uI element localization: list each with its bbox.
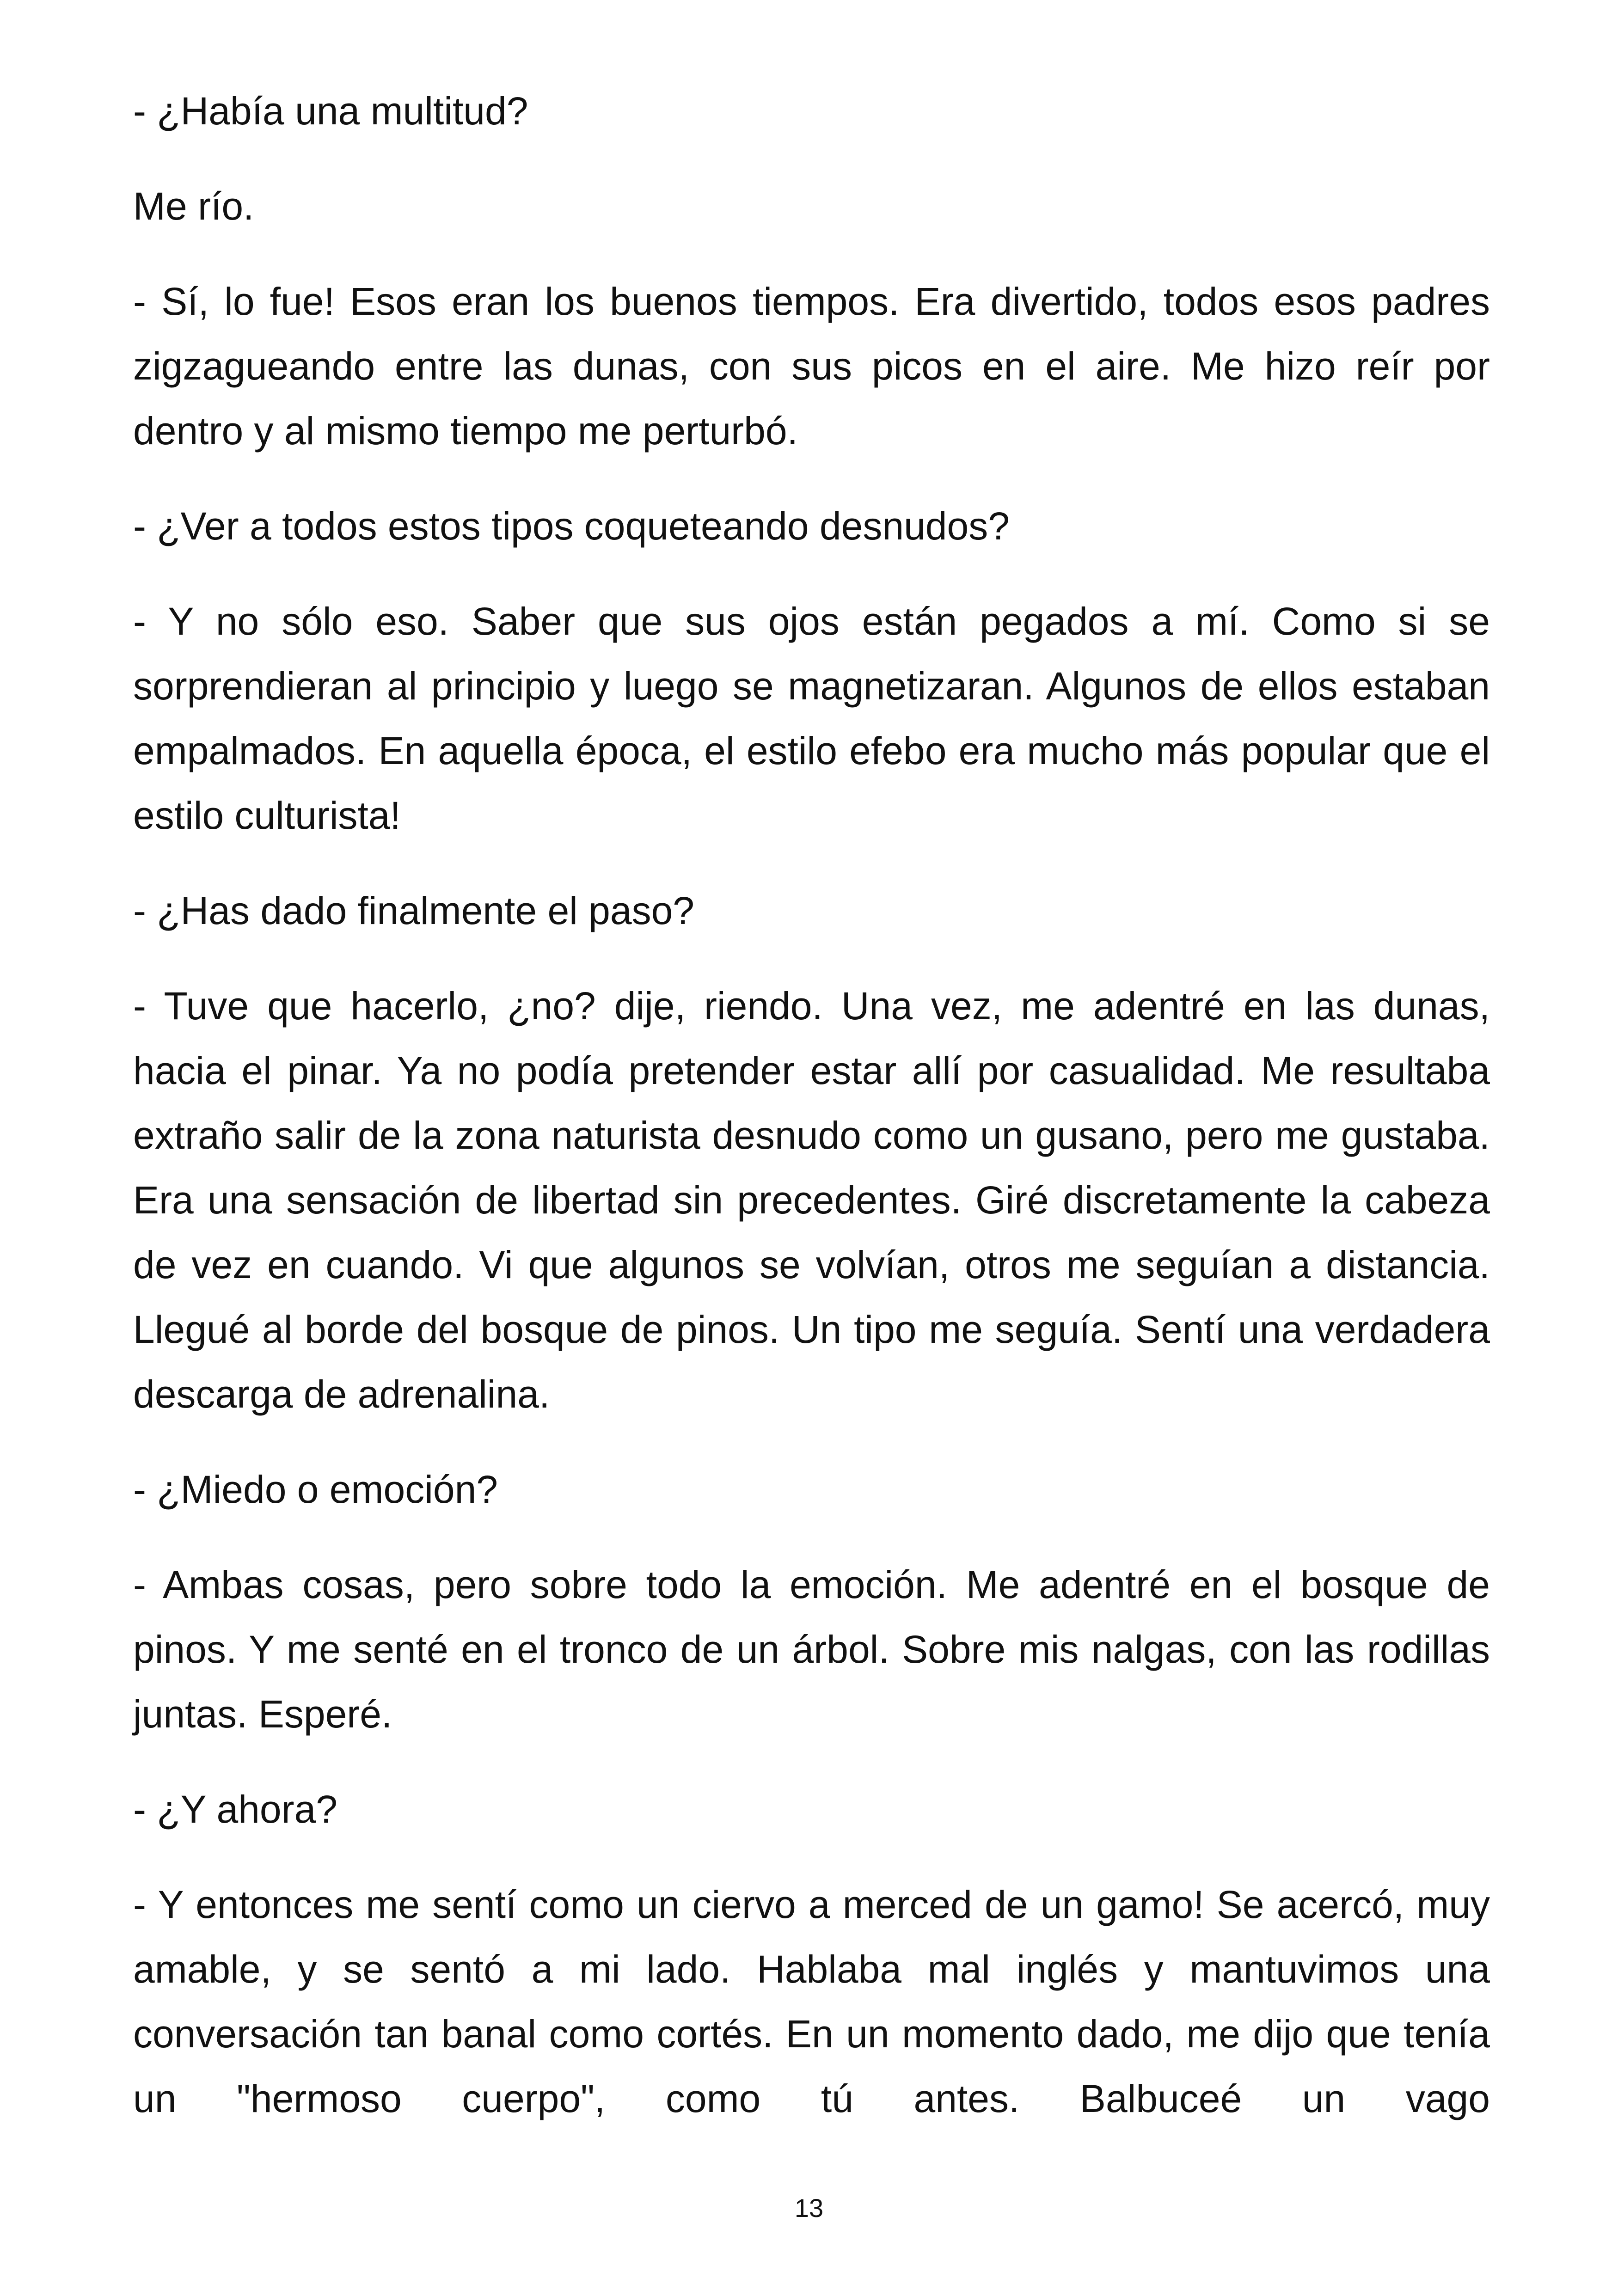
paragraph: - ¿Miedo o emoción? — [133, 1468, 498, 1511]
paragraph: - ¿Y ahora? — [133, 1788, 338, 1831]
paragraph: Me río. — [133, 184, 254, 228]
paragraph: - ¿Has dado finalmente el paso? — [133, 889, 695, 932]
paragraph: - ¿Ver a todos estos tipos coqueteando desnudos? — [133, 504, 1010, 548]
paragraph: - ¿Había una multitud? — [133, 89, 528, 133]
paragraph: - Sí, lo fue! Esos eran los buenos tiempos. Era divertido, todos esos padres zigzagueando entre las dunas, con sus picos en el aire. Me hizo reír por dentro y al mismo tiempo me perturbó. — [133, 280, 1490, 453]
body-text — [133, 79, 1490, 2161]
paragraph: - Tuve que hacerlo, ¿no? dije, riendo. Una vez, me adentré en las dunas, hacia el pinar. Ya no podía pretender estar allí por casualidad. Me resultaba extraño salir de la zona naturista desnudo como un gusano, pero me gustaba. Era una sensación de libertad sin precedentes. Giré discretamente la cabeza de vez en cuando. Vi que algunos se volvían, otros me seguían a distancia. Llegué al borde del bosque de pinos. Un tipo me seguía. Sentí una verdadera descarga de adrenalina. — [133, 984, 1490, 1416]
page-number: 13 — [794, 2193, 824, 2223]
paragraph: - Ambas cosas, pero sobre todo la emoción. Me adentré en el bosque de pinos. Y me senté en el tronco de un árbol. Sobre mis nalgas, con las rodillas juntas. Esperé. — [133, 1563, 1490, 1736]
paragraph: - Y entonces me sentí como un ciervo a merced de un gamo! Se acercó, muy amable, y se sentó a mi lado. Hablaba mal inglés y mantuvimos una conversación tan banal como cortés. En un momento dado, me dijo que tenía un "hermoso cuerpo", como tú antes. Balbuceé un vago — [133, 1883, 1490, 2120]
paragraph: - Y no sólo eso. Saber que sus ojos están pegados a mí. Como si se sorprendieran al principio y luego se magnetizaran. Algunos de ellos estaban empalmados. En aquella época, el estilo efebo era mucho más popular que el estilo culturista! — [133, 600, 1490, 837]
